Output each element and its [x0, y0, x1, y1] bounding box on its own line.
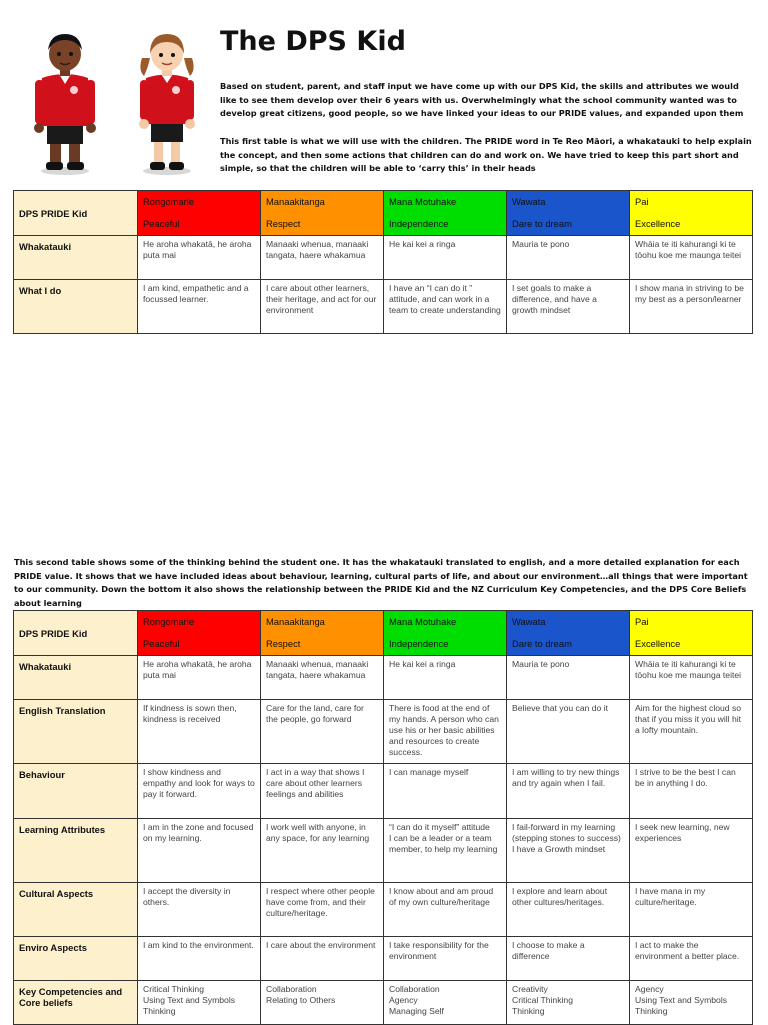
- table-row-english-translation: [14, 700, 753, 764]
- table-cell: I care about the environment: [261, 937, 384, 981]
- table-cell: Whāia te iti kahurangi ki te tōohu koe me maunga teitei: [630, 656, 753, 700]
- value-maori-name: Wawata: [512, 616, 546, 627]
- row-label: English Translation: [14, 700, 138, 764]
- value-header-excellence: [630, 611, 753, 656]
- value-header-dare-to-dream: [507, 611, 630, 656]
- row-label: Whakatauki: [14, 656, 138, 700]
- table-header-row: [14, 611, 753, 656]
- table-cell: I strive to be the best I can be in anything I do.: [630, 764, 753, 819]
- table-cell: I act to make the environment a better place.: [630, 937, 753, 981]
- table-cell: I know about and am proud of my own culture/heritage: [384, 883, 507, 937]
- intro-paragraph: Based on student, parent, and staff input we have come up with our DPS Kid, the skills and attributes we would like to see them develop over their 6 years with us. Overwhelmingly what the school community wanted was to develop great citizens, good people, so we have linked your ideas to our PRIDE values, and expanded upon them: [220, 81, 744, 119]
- table-row-what-i-do: [14, 280, 753, 334]
- table-cell: I act in a way that shows I care about other learners feelings and abilities: [261, 764, 384, 819]
- table-cell: I choose to make a difference: [507, 937, 630, 981]
- table-cell: Manaaki whenua, manaaki tangata, haere whakamua: [261, 656, 384, 700]
- row-label: Cultural Aspects: [14, 883, 138, 937]
- table-row-enviro-aspects: [14, 937, 753, 981]
- table-cell: I take responsibility for the environment: [384, 937, 507, 981]
- row-label: Enviro Aspects: [14, 937, 138, 981]
- table-cell: He aroha whakatā, he aroha puta mai: [138, 656, 261, 700]
- table-header-row: [14, 191, 753, 236]
- table-cell: I seek new learning, new experiences: [630, 819, 753, 883]
- table-cell: I set goals to make a difference, and have a growth mindset: [507, 280, 630, 334]
- value-maori-name: Manaakitanga: [266, 616, 325, 627]
- table-cell: Collaboration Relating to Others: [261, 981, 384, 1025]
- table-cell: Whāia te iti kahurangi ki te tōohu koe me maunga teitei: [630, 236, 753, 280]
- table-cell: I fail-forward in my learning (stepping stones to success) I have a Growth mindset: [507, 819, 630, 883]
- first-table-description: This first table is what we will use with the children. The PRIDE word in Te Reo Māori, a whakatauki to help explain the concept, and then some actions that children can do and work on. We have tried to keep this part short and simple, so that the children will be able to ‘carry this’ in their heads: [220, 136, 752, 174]
- table-cell: Mauria te pono: [507, 236, 630, 280]
- value-english-name: Peaceful: [143, 218, 180, 229]
- value-english-name: Respect: [266, 218, 301, 229]
- table-cell: I am in the zone and focused on my learning.: [138, 819, 261, 883]
- table-cell: There is food at the end of my hands. A person who can use his or her basic abilities and resources to create success.: [384, 700, 507, 764]
- table-row-cultural-aspects: [14, 883, 753, 937]
- value-header-peaceful: [138, 611, 261, 656]
- value-maori-name: Rongomarie: [143, 616, 195, 627]
- table-cell: Manaaki whenua, manaaki tangata, haere whakamua: [261, 236, 384, 280]
- table-cell: I am willing to try new things and try again when I fail.: [507, 764, 630, 819]
- table-row-key-competencies: [14, 981, 753, 1025]
- value-header-independence: [384, 191, 507, 236]
- value-maori-name: Wawata: [512, 196, 546, 207]
- boy-character-illustration: [30, 28, 100, 176]
- table-cell: Collaboration Agency Managing Self: [384, 981, 507, 1025]
- table-cell: Creativity Critical Thinking Thinking: [507, 981, 630, 1025]
- value-header-respect: [261, 611, 384, 656]
- table-cell: I work well with anyone, in any space, for any learning: [261, 819, 384, 883]
- value-english-name: Respect: [266, 638, 301, 649]
- table-cell: I accept the diversity in others.: [138, 883, 261, 937]
- value-english-name: Peaceful: [143, 638, 180, 649]
- value-maori-name: Mana Motuhake: [389, 616, 457, 627]
- table-cell: Mauria te pono: [507, 656, 630, 700]
- value-english-name: Independence: [389, 218, 449, 229]
- value-maori-name: Pai: [635, 196, 649, 207]
- table-corner-label: DPS PRIDE Kid: [14, 191, 138, 236]
- table-cell: Critical Thinking Using Text and Symbols Thinking: [138, 981, 261, 1025]
- table-cell: He kai kei a ringa: [384, 656, 507, 700]
- row-label: Key Competencies and Core beliefs: [14, 981, 138, 1025]
- table-cell: I care about other learners, their heritage, and act for our environment: [261, 280, 384, 334]
- table-cell: Agency Using Text and Symbols Thinking: [630, 981, 753, 1025]
- table-row-behaviour: [14, 764, 753, 819]
- value-maori-name: Manaakitanga: [266, 196, 325, 207]
- table-cell: “I can do it myself” attitude I can be a leader or a team member, to help my learning: [384, 819, 507, 883]
- table-cell: I am kind to the environment.: [138, 937, 261, 981]
- value-maori-name: Mana Motuhake: [389, 196, 457, 207]
- table-cell: Believe that you can do it: [507, 700, 630, 764]
- table-cell: I show kindness and empathy and look for ways to pay it forward.: [138, 764, 261, 819]
- pride-thinking-table: [13, 610, 753, 1025]
- girl-character-illustration: [132, 28, 202, 176]
- value-maori-name: Pai: [635, 616, 649, 627]
- row-label: Behaviour: [14, 764, 138, 819]
- value-maori-name: Rongomarie: [143, 196, 195, 207]
- row-label: What I do: [14, 280, 138, 334]
- table-cell: I show mana in striving to be my best as a person/learner: [630, 280, 753, 334]
- table-cell: If kindness is sown then, kindness is received: [138, 700, 261, 764]
- pride-student-table: [13, 190, 753, 334]
- table-row-whakatauki: [14, 656, 753, 700]
- table-cell: I am kind, empathetic and a focussed learner.: [138, 280, 261, 334]
- row-label: Learning Attributes: [14, 819, 138, 883]
- value-english-name: Excellence: [635, 638, 681, 649]
- table-cell: I have an “I can do it ” attitude, and can work in a team to create understanding: [384, 280, 507, 334]
- second-table-description: This second table shows some of the thinking behind the student one. It has the whakatauki translated to english, and a more detailed explanation for each PRIDE value. It shows that we have included ideas about behaviour, learning, cultural parts of life, and about our environment…all things that were important to our community. Down the bottom it also shows the relationship between the PRIDE Kid and the NZ Curriculum Key Competencies, and the DPS Core Beliefs about learning: [14, 557, 748, 608]
- table-cell: I respect where other people have come from, and their culture/heritage.: [261, 883, 384, 937]
- value-header-excellence: [630, 191, 753, 236]
- value-english-name: Independence: [389, 638, 449, 649]
- value-header-peaceful: [138, 191, 261, 236]
- table-cell: I have mana in my culture/heritage.: [630, 883, 753, 937]
- value-english-name: Dare to dream: [512, 638, 572, 649]
- table-row-learning-attributes: [14, 819, 753, 883]
- table-cell: Care for the land, care for the people, go forward: [261, 700, 384, 764]
- page-title: The DPS Kid: [220, 26, 406, 57]
- table-cell: I explore and learn about other cultures/heritages.: [507, 883, 630, 937]
- value-english-name: Dare to dream: [512, 218, 572, 229]
- table-cell: Aim for the highest cloud so that if you miss it you will hit a lofty mountain.: [630, 700, 753, 764]
- table-cell: He kai kei a ringa: [384, 236, 507, 280]
- table-row-whakatauki: [14, 236, 753, 280]
- value-header-independence: [384, 611, 507, 656]
- value-english-name: Excellence: [635, 218, 681, 229]
- table-cell: I can manage myself: [384, 764, 507, 819]
- row-label: Whakatauki: [14, 236, 138, 280]
- table-corner-label: DPS PRIDE Kid: [14, 611, 138, 656]
- value-header-respect: [261, 191, 384, 236]
- value-header-dare-to-dream: [507, 191, 630, 236]
- table-cell: He aroha whakatā, he aroha puta mai: [138, 236, 261, 280]
